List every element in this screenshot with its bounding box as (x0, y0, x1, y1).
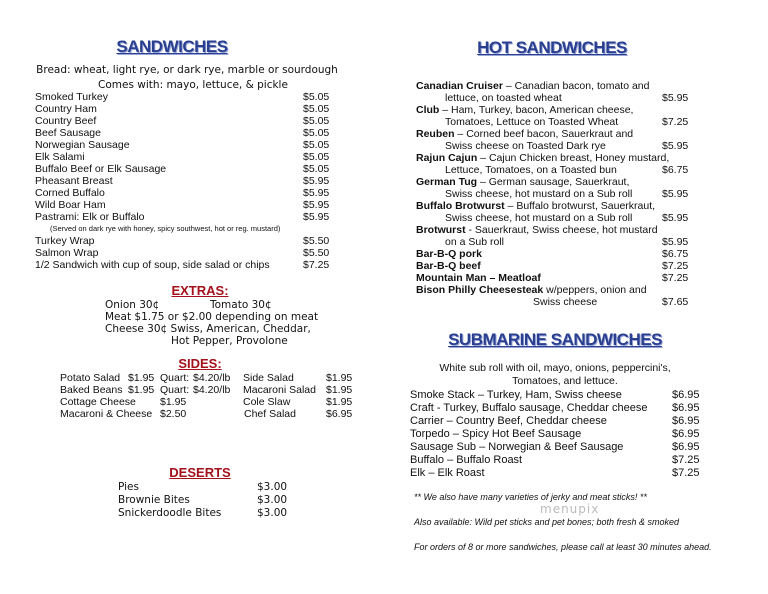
menu-item (35, 163, 345, 175)
menu-text: 1/2 Sandwich with cup of soup, side salad or chips (35, 259, 270, 271)
orders-note: For orders of 8 or more sandwiches, please call at least 30 minutes ahead. (414, 542, 712, 552)
menu-text: Side Salad (243, 372, 294, 384)
menu-text: (Served on dark rye with honey, spicy southwest, hot or reg. mustard) (50, 224, 281, 233)
menu-text: Brotwurst (416, 224, 466, 236)
menu-text: $6.95 (672, 428, 700, 440)
menu-text: $4.20/lb (193, 372, 231, 384)
sub-intro: White sub roll with oil, mayo, onions, peppercini's, (439, 362, 671, 374)
menu-text (416, 260, 481, 272)
menu-item (35, 115, 345, 127)
menu-item (35, 151, 345, 163)
menu-item (35, 259, 345, 271)
menu-text: $5.95 (303, 199, 330, 211)
sides-title: SIDES: (178, 356, 222, 371)
menu-text: $1.95 (326, 372, 353, 384)
menu-text: Bar-B-Q pork (416, 248, 482, 260)
menu-text: $5.50 (303, 235, 330, 247)
menu-item (416, 176, 716, 188)
menu-text: Swiss cheese on Toasted Dark rye (445, 140, 606, 152)
desert-item (118, 481, 318, 494)
menu-text: $5.95 (303, 211, 330, 223)
menu-row (416, 236, 716, 248)
menu-text: Swiss cheese, hot mustard on a Sub roll (445, 212, 633, 224)
menu-text: $5.05 (303, 139, 330, 151)
menu-text: Baked Beans (60, 384, 123, 396)
menu-item (410, 415, 710, 428)
menu-text (416, 224, 658, 236)
menu-item (410, 389, 710, 402)
menu-text: Beef Sausage (35, 127, 101, 139)
menu-text (416, 272, 541, 284)
menu-text: $3.00 (257, 481, 288, 493)
menu-item (35, 211, 345, 223)
menu-item (35, 235, 345, 247)
extra-tomato: Tomato 30¢ (210, 299, 272, 311)
menu-text: $2.50 (160, 408, 187, 420)
menu-item (416, 272, 716, 284)
side-row (60, 396, 360, 408)
menu-text: $5.95 (303, 175, 330, 187)
menu-text (416, 104, 633, 116)
menu-text: $6.95 (672, 441, 700, 453)
menu-text: $7.25 (672, 467, 700, 479)
menu-text: Country Ham (35, 103, 97, 115)
menu-text (416, 200, 655, 212)
sub-list (410, 389, 710, 480)
menu-text: Mountain Man – Meatloaf (416, 272, 541, 284)
menu-text: $7.25 (662, 116, 689, 128)
menu-text: Canadian Cruiser (416, 80, 503, 92)
menu-item (416, 224, 716, 236)
menu-text: $4.20/lb (193, 384, 231, 396)
menu-text: on a Sub roll (445, 236, 504, 248)
menu-item (35, 199, 345, 211)
menu-text: $6.75 (662, 248, 689, 260)
menu-text: – Cajun Chicken breast, Honey mustard, (477, 152, 670, 164)
jerky-note: ** We also have many varieties of jerky and meat sticks! ** (414, 492, 647, 502)
menu-text: Buffalo – Buffalo Roast (410, 454, 523, 466)
menu-text: $1.95 (128, 372, 155, 384)
menu-text: $5.50 (303, 247, 330, 259)
extras-title: EXTRAS: (171, 283, 229, 298)
comes-with: Comes with: mayo, lettuce, & pickle (98, 79, 288, 91)
menu-text: $3.00 (257, 494, 288, 506)
menu-text: Smoke Stack – Turkey, Ham, Swiss cheese (410, 389, 622, 401)
menu-text: Sausage Sub – Norwegian & Beef Sausage (410, 441, 624, 453)
menu-text: $5.95 (662, 140, 689, 152)
menu-item (416, 248, 716, 260)
menu-text: $5.95 (662, 212, 689, 224)
menu-item (35, 103, 345, 115)
menu-text: Lettuce, Tomatoes, on a Toasted bun (445, 164, 617, 176)
menu-text (416, 80, 649, 92)
menu-text: Macaroni & Cheese (60, 408, 153, 420)
menu-text: – Ham, Turkey, bacon, American cheese, (439, 104, 634, 116)
menu-text: Carrier – Country Beef, Cheddar cheese (410, 415, 607, 427)
menu-text: Brownie Bites (118, 494, 190, 506)
menu-text: - Sauerkraut, Swiss cheese, hot mustard (465, 224, 658, 236)
menu-text: Wild Boar Ham (35, 199, 106, 211)
watermark: menupix (540, 502, 600, 516)
pet-note: Also available: Wild pet sticks and pet bones; both fresh & smoked (414, 517, 680, 527)
menu-text: Torpedo – Spicy Hot Beef Sausage (410, 428, 582, 440)
menu-text (416, 176, 629, 188)
menu-item (416, 200, 716, 212)
menu-text: Reuben (416, 128, 455, 140)
submarine-title: SUBMARINE SANDWICHES (448, 330, 662, 349)
menu-text: $3.00 (257, 507, 288, 519)
sandwiches-title: SANDWICHES (116, 37, 228, 56)
menu-text: Quart: (160, 384, 190, 396)
deserts-title: DESERTS (169, 465, 231, 480)
menu-item (410, 441, 710, 454)
hot-sandwich-list (416, 80, 716, 308)
menu-item (416, 80, 716, 92)
menu-text: – German sausage, Sauerkraut, (477, 176, 630, 188)
menu-text: $6.95 (326, 408, 353, 420)
menu-text (416, 152, 669, 164)
menu-row (416, 164, 716, 176)
menu-text: Turkey Wrap (35, 235, 95, 247)
menu-text: w/peppers, onion and (543, 284, 647, 296)
menu-text: Quart: (160, 372, 190, 384)
menu-text: $1.95 (128, 384, 155, 396)
menu-item (416, 104, 716, 116)
menu-text (416, 284, 647, 296)
bread-options: Bread: wheat, light rye, or dark rye, marble or sourdough (36, 64, 338, 76)
menu-item (35, 127, 345, 139)
menu-item (35, 139, 345, 151)
menu-text: – Corned beef bacon, Sauerkraut and (454, 128, 634, 140)
menu-text: Norwegian Sausage (35, 139, 130, 151)
menu-text: Smoked Turkey (35, 91, 108, 103)
menu-row (416, 92, 716, 104)
menu-text: Club (416, 104, 440, 116)
menu-text: $5.95 (303, 187, 330, 199)
menu-text: $6.75 (662, 164, 689, 176)
menu-item (410, 428, 710, 441)
menu-row (416, 140, 716, 152)
menu-text: Buffalo Beef or Elk Sausage (35, 163, 167, 175)
menu-text: Corned Buffalo (35, 187, 105, 199)
menu-row (416, 212, 716, 224)
menu-text: Pastrami: Elk or Buffalo (35, 211, 145, 223)
menu-text: $1.95 (326, 384, 353, 396)
menu-item (410, 467, 710, 480)
menu-text: $5.05 (303, 151, 330, 163)
menu-item (35, 91, 345, 103)
sub-intro-2: Tomatoes, and lettuce. (512, 375, 618, 387)
deserts-list (118, 481, 318, 520)
menu-item (35, 247, 345, 259)
menu-text: $6.95 (672, 389, 700, 401)
menu-item (35, 175, 345, 187)
menu-text: $1.95 (160, 396, 187, 408)
pastrami-note (35, 223, 345, 235)
menu-text: Pies (118, 481, 139, 493)
hot-sandwiches-title: HOT SANDWICHES (477, 38, 627, 57)
menu-text: Potato Salad (60, 372, 121, 384)
menu-row (416, 116, 716, 128)
menu-text: $7.25 (672, 454, 700, 466)
desert-item (118, 494, 318, 507)
menu-text: lettuce, on toasted wheat (445, 92, 562, 104)
menu-item (35, 187, 345, 199)
menu-text: Bison Philly Cheesesteak (416, 284, 544, 296)
menu-text: Chef Salad (244, 408, 296, 420)
menu-text: Buffalo Brotwurst (416, 200, 505, 212)
menu-text: $5.05 (303, 91, 330, 103)
menu-text: $5.05 (303, 103, 330, 115)
menu-row (416, 188, 716, 200)
menu-text: German Tug (416, 176, 478, 188)
menu-item (410, 402, 710, 415)
menu-item (416, 152, 716, 164)
menu-text: Swiss cheese (533, 296, 598, 308)
menu-item (410, 454, 710, 467)
sides-list (60, 372, 360, 420)
menu-text: $5.05 (303, 115, 330, 127)
extra-onion: Onion 30¢ (105, 299, 160, 311)
menu-item (416, 284, 716, 296)
menu-text: Elk – Elk Roast (410, 467, 485, 479)
menu-text: $7.65 (662, 296, 689, 308)
menu-text: Salmon Wrap (35, 247, 99, 259)
menu-text: Craft - Turkey, Buffalo sausage, Cheddar cheese (410, 402, 648, 414)
menu-text: $5.05 (303, 163, 330, 175)
extra-meat: Meat $1.75 or $2.00 depending on meat (105, 311, 319, 323)
menu-text: $7.25 (303, 259, 330, 271)
menu-text: $5.95 (662, 188, 689, 200)
menu-text: $5.95 (662, 236, 689, 248)
menu-text: Cottage Cheese (60, 396, 136, 408)
side-row (60, 372, 360, 384)
menu-text: Macaroni Salad (243, 384, 316, 396)
menu-text (416, 248, 482, 260)
menu-text: $7.25 (662, 272, 689, 284)
menu-text: Country Beef (35, 115, 97, 127)
menu-row (416, 296, 716, 308)
menu-text: Bar-B-Q beef (416, 260, 481, 272)
menu-text: Cole Slaw (243, 396, 291, 408)
desert-item (118, 507, 318, 520)
side-row (60, 408, 360, 420)
menu-text: Snickerdoodle Bites (118, 507, 222, 519)
menu-text: Swiss cheese, hot mustard on a Sub roll (445, 188, 633, 200)
menu-item (416, 260, 716, 272)
menu-text: Rajun Cajun (416, 152, 478, 164)
menu-text: $5.95 (662, 92, 689, 104)
menu-text (416, 128, 633, 140)
menu-text: – Buffalo brotwurst, Sauerkraut, (504, 200, 656, 212)
extra-cheese-more: Hot Pepper, Provolone (171, 335, 288, 347)
menu-text: $1.95 (326, 396, 353, 408)
menu-text: $5.05 (303, 127, 330, 139)
menu-text: $6.95 (672, 402, 700, 414)
side-row (60, 384, 360, 396)
menu-text: Pheasant Breast (35, 175, 113, 187)
menu-text: – Canadian bacon, tomato and (502, 80, 650, 92)
menu-text: $7.25 (662, 260, 689, 272)
menu-text: Elk Salami (35, 151, 85, 163)
menu-item (416, 128, 716, 140)
sandwich-list (35, 91, 345, 271)
menu-text: Tomatoes, Lettuce on Toasted Wheat (445, 116, 619, 128)
extra-cheese: Cheese 30¢ Swiss, American, Cheddar, (105, 323, 311, 335)
menu-text: $6.95 (672, 415, 700, 427)
